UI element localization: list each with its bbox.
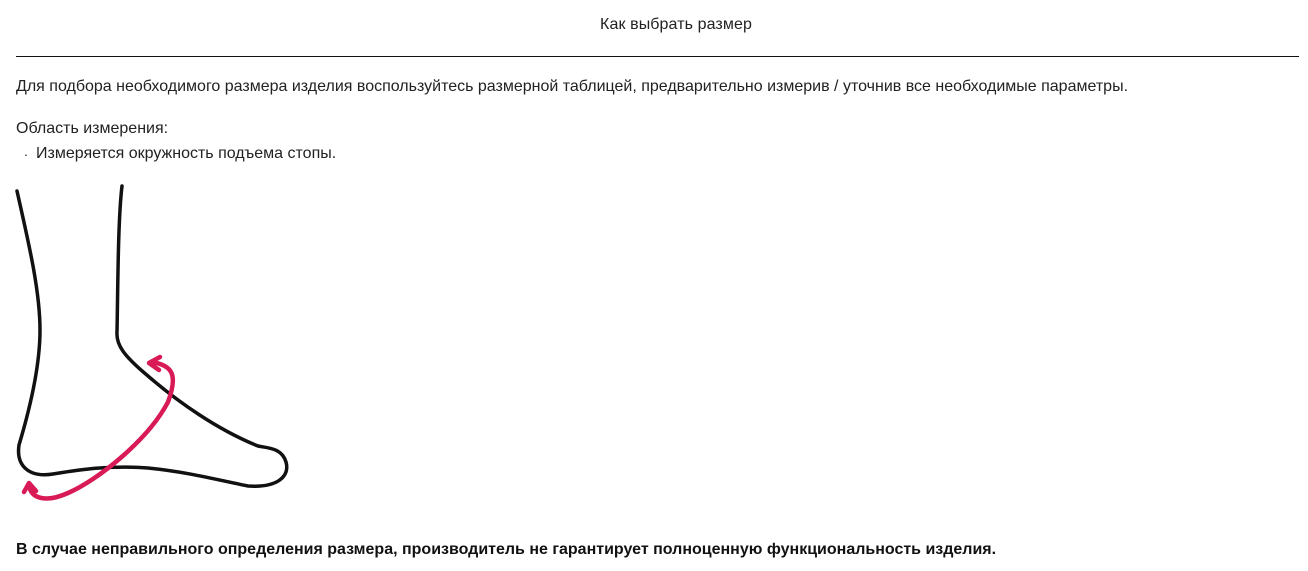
bullet-icon: ·: [23, 146, 29, 162]
page-title: Как выбрать размер: [600, 16, 752, 33]
warning-text: В случае неправильного определения размера, производитель не гарантирует полноценную функциональность изделия.: [16, 541, 997, 558]
list-item-label: Измеряется окружность подъема стопы.: [36, 145, 337, 162]
list-item: [16, 143, 336, 165]
foot-measurement-icon: [8, 180, 298, 510]
title-divider: [16, 56, 1299, 57]
foot-outline: [17, 186, 287, 486]
measurement-arc: [29, 362, 173, 498]
intro-text: Для подбора необходимого размера изделия воспользуйтесь размерной таблицей, предварительно измерив / уточнив все необходимые параметры.: [16, 78, 1129, 95]
measurement-area-label: Область измерения:: [16, 120, 169, 137]
measurement-list: [16, 143, 336, 165]
